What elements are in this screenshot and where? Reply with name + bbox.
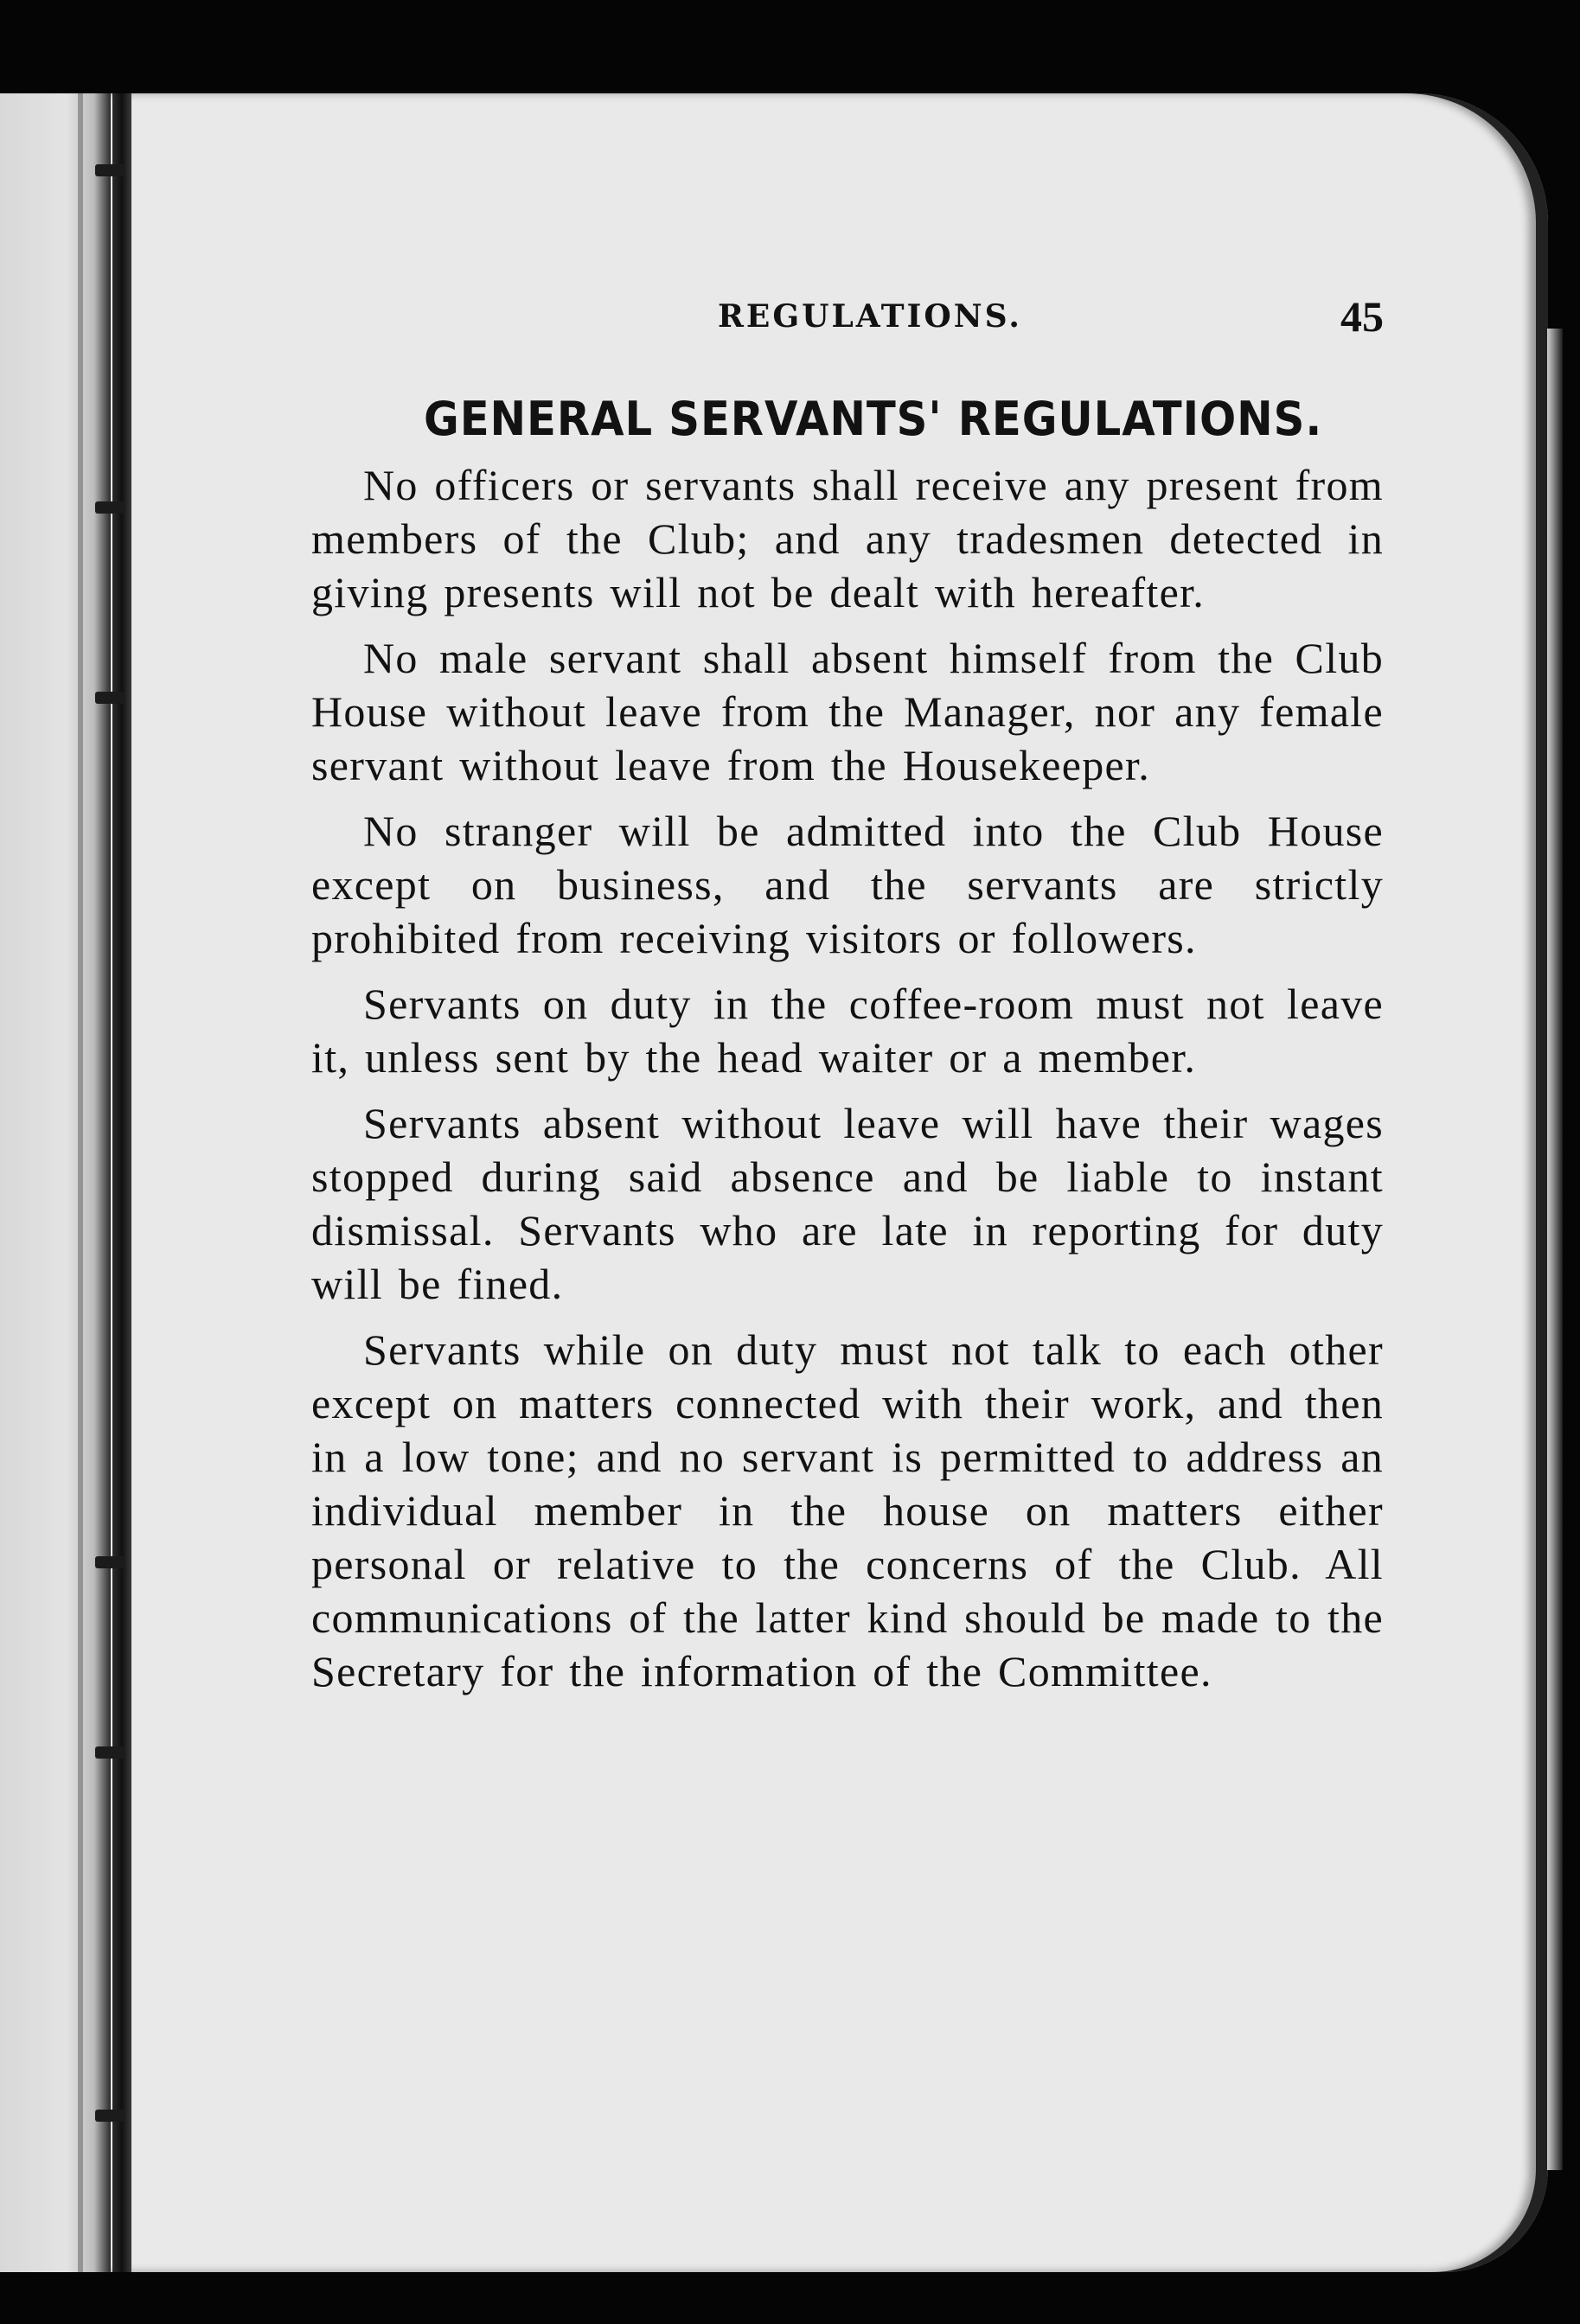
running-head-title: REGULATIONS. <box>718 298 1022 335</box>
left-page-edge <box>0 93 111 2272</box>
page-content <box>311 292 1384 1698</box>
binding-stitch <box>95 692 125 704</box>
page-number: 45 <box>1340 292 1384 341</box>
binding-stitch <box>95 1746 125 1759</box>
right-page-edge <box>1547 329 1563 2170</box>
paragraph-coffee-room: Servants on duty in the coffee-room must not leave it, unless sent by the head waiter or a member. <box>311 980 1384 1082</box>
binding-stitch <box>95 1556 125 1568</box>
binding-stitch <box>95 164 125 176</box>
binding-stitch <box>95 2110 125 2122</box>
section-heading: GENERAL SERVANTS' REGULATIONS. <box>424 392 1323 446</box>
paragraph-conduct: Servants while on duty must not talk to each other except on matters connected with their work, and then in a low tone; and no servant is permitted to address an individual member in the house on matters either personal or relative to the concerns of the Club. All communications of the latter kind should be made to the Secretary for the information of the Committee. <box>311 1325 1384 1695</box>
running-head <box>311 292 1384 359</box>
paragraph-presents: No officers or servants shall receive any present from members of the Club; and any tradesmen detected in giving presents will not be dealt with hereafter. <box>311 461 1384 616</box>
margin-shadow <box>78 93 83 2272</box>
binding-stitch <box>95 501 125 514</box>
paragraph-wages: Servants absent without leave will have their wages stopped during said absence and be liable to instant dismissal. Servants who are late in reporting for duty will be fined. <box>311 1099 1384 1308</box>
paragraph-absence-leave: No male servant shall absent himself from the Club House without leave from the Manager, nor any female servant without leave from the Housekeeper. <box>311 634 1384 789</box>
book-binding <box>112 93 131 2272</box>
paragraph-strangers: No stranger will be admitted into the Club House except on business, and the servants are strictly prohibited from receiving visitors or followers. <box>311 807 1384 962</box>
